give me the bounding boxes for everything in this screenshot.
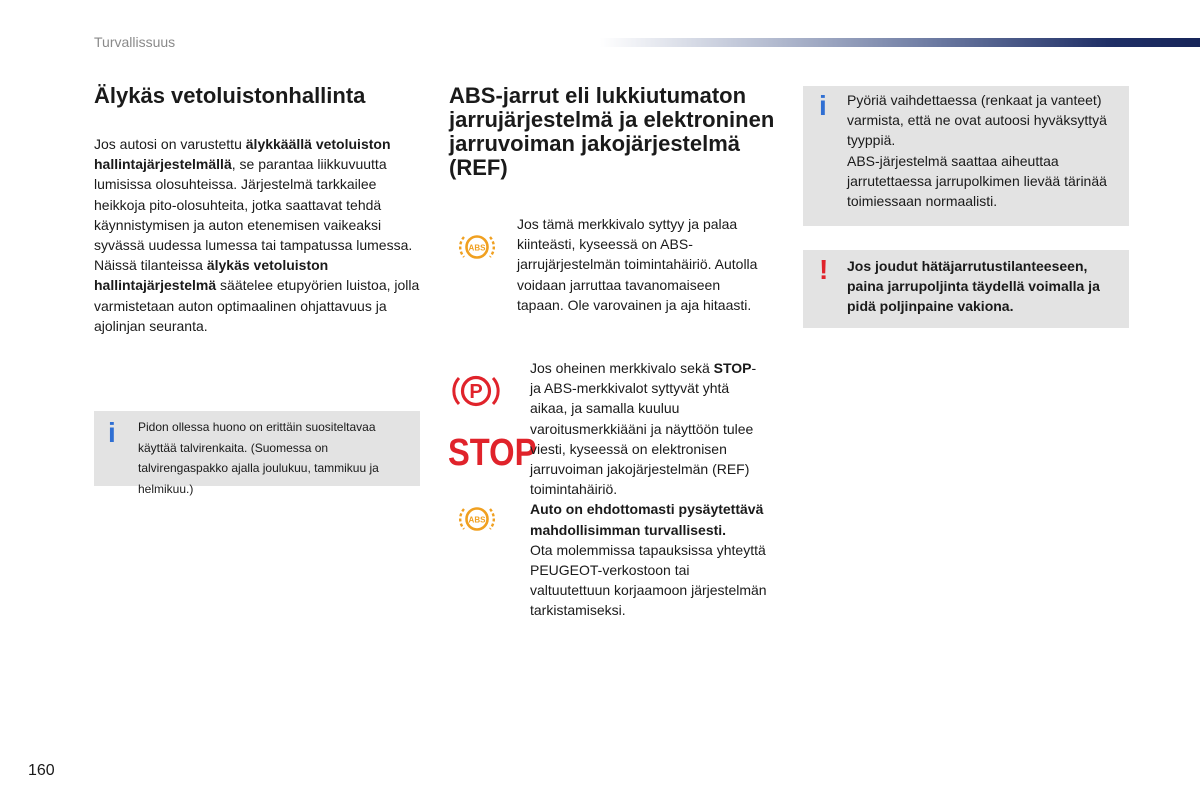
wheel-change-info-box <box>803 86 1129 226</box>
abs-warning-icon-2 <box>458 503 496 535</box>
ref-paragraph-3: Ota molemmissa tapauksissa yhteyttä PEUGEOT-verkostoon tai valtuutettuun korjaamoon järjestelmän tarkistamiseksi. <box>530 541 767 619</box>
winter-tyre-note <box>94 411 420 496</box>
exclamation-warning-icon: ! <box>819 254 829 285</box>
info-icon: i <box>108 417 116 448</box>
parking-brake-warning-icon <box>452 371 500 411</box>
abs-paragraph-1: Jos tämä merkkivalo syttyy ja palaa kiinteästi, kyseessä on ABS-jarrujärjestelmän toimintahäiriö. Autolla voidaan jarruttaa tavanomaiseen tapaan. Ole varovainen ja aja hitaasti. <box>517 216 758 313</box>
winter-tyre-note-text: Pidon ollessa huono on erittäin suositeltavaa käyttää talvirenkaita. (Suomessa on talvirengaspakko ajalla joulukuu, tammikuu ja helmikuu.) <box>138 420 379 496</box>
stop-warning-icon: STOP <box>448 432 537 474</box>
traction-control-section <box>94 84 424 336</box>
traction-control-title: Älykäs vetoluistonhallinta <box>94 83 366 108</box>
wheel-change-info-text: Pyöriä vaihdettaessa (renkaat ja vanteet) varmista, että ne ovat autoosi hyväksyttyä tyyppiä. ABS-järjestelmä saattaa aiheuttaa jarrutettaessa jarrupolkimen lievää tärinää toimiessaan normaalisti. <box>847 92 1107 210</box>
park-icon-label: P <box>469 381 483 403</box>
section-label: Turvallissuus <box>94 34 176 50</box>
ref-paragraph-2: Auto on ehdottomasti pysäytettävä mahdollisimman turvallisesti. <box>530 501 764 538</box>
ref-paragraphs <box>530 358 770 621</box>
page-number: 160 <box>28 762 55 779</box>
traction-control-paragraph-1: Jos autosi on varustettu älykkäällä vetoluiston hallintajärjestelmällä, se parantaa liikkuvuutta lumisissa olosuhteissa. Järjestelmä tarkkailee heikkoja pito-olosuhteita, jotka saattavat tehdä käynnistymisen ja auton etenemisen vaikeaksi syvässä uudessa lumessa tai tampatussa lumessa. <box>94 136 413 254</box>
header-gradient-bar <box>600 38 1200 47</box>
emergency-braking-warning-text: Jos joudut hätäjarrutustilanteeseen, paina jarrupoljinta täydellä voimalla ja pidä poljinpaine vakiona. <box>847 258 1100 315</box>
abs-warning-icon <box>458 231 496 263</box>
emergency-braking-warning-box <box>803 250 1129 328</box>
ref-paragraph-1: Jos oheinen merkkivalo sekä STOP- ja ABS-merkkivalot syttyvät yhtä aikaa, ja samalla kuuluu varoitusmerkkiääni ja näyttöön tulee viesti, kyseessä on elektronisen jarruvoiman jakojärjestelmän (REF) toimintahäiriö. <box>530 360 757 498</box>
traction-control-paragraph-2: Näissä tilanteissa älykäs vetoluiston hallintajärjestelmä säätelee etupyörien luistoa, jolla varmistetaan auton optimaalinen ohjattavuus ja ajolinjan seuranta. <box>94 257 420 334</box>
info-icon: i <box>819 90 827 121</box>
abs-icon-label-2: ABS <box>468 515 486 525</box>
abs-icon-label: ABS <box>468 243 486 253</box>
abs-section <box>449 84 779 180</box>
abs-title: ABS-jarrut eli lukkiutumaton jarrujärjestelmä ja elektroninen jarruvoiman jakojärjestelmä (REF) <box>449 83 775 180</box>
